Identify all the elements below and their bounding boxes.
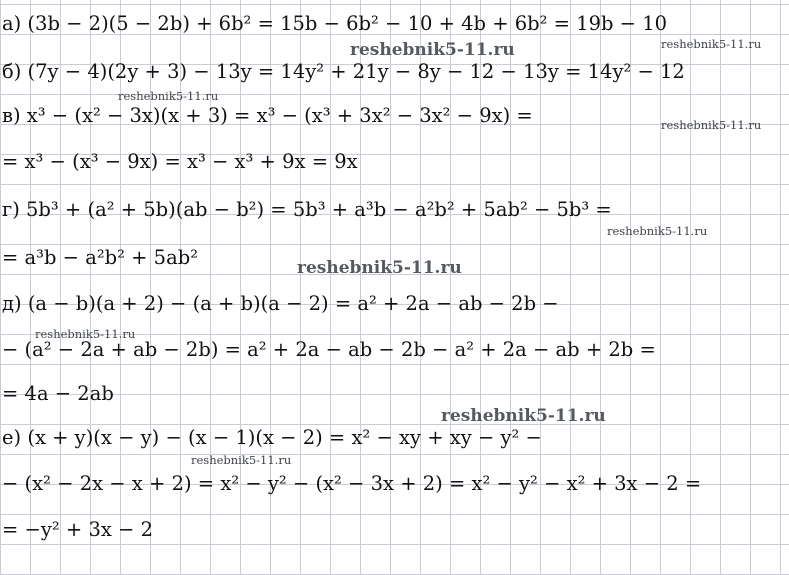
watermark: reshebnik5-11.ru	[297, 258, 462, 278]
watermark: reshebnik5-11.ru	[441, 406, 606, 426]
solution-v-line-2: = x³ − (x³ − 9x) = x³ − x³ + 9x = 9x	[2, 150, 358, 173]
solution-d-line-2: − (a² − 2a + ab − 2b) = a² + 2a − ab − 2b − a² + 2a − ab + 2b =	[2, 338, 656, 361]
solution-g-line-1: г) 5b³ + (a² + 5b)(ab − b²) = 5b³ + a³b − a²b² + 5ab² − 5b³ =	[2, 198, 612, 221]
solution-d-line-3: = 4a − 2ab	[2, 382, 114, 405]
watermark: reshebnik5-11.ru	[661, 118, 762, 132]
watermark: reshebnik5-11.ru	[118, 89, 219, 103]
solution-e-line-1: е) (x + y)(x − y) − (x − 1)(x − 2) = x² − xy + xy − y² −	[2, 426, 542, 449]
watermark: reshebnik5-11.ru	[191, 453, 292, 467]
solution-e-line-3: = −y² + 3x − 2	[2, 518, 153, 541]
watermark: reshebnik5-11.ru	[607, 224, 708, 238]
solution-b-line-1: б) (7y − 4)(2y + 3) − 13y = 14y² + 21y − 8y − 12 − 13y = 14y² − 12	[2, 60, 685, 83]
solution-a-line-1: а) (3b − 2)(5 − 2b) + 6b² = 15b − 6b² − 10 + 4b + 6b² = 19b − 10	[2, 12, 668, 35]
solution-v-line-1: в) x³ − (x² − 3x)(x + 3) = x³ − (x³ + 3x² − 3x² − 9x) =	[2, 104, 533, 127]
watermark: reshebnik5-11.ru	[350, 40, 515, 60]
solution-d-line-1: д) (a − b)(a + 2) − (a + b)(a − 2) = a² + 2a − ab − 2b −	[2, 292, 559, 315]
watermark: reshebnik5-11.ru	[661, 37, 762, 51]
solution-e-line-2: − (x² − 2x − x + 2) = x² − y² − (x² − 3x + 2) = x² − y² − x² + 3x − 2 =	[2, 472, 702, 495]
watermark: reshebnik5-11.ru	[35, 327, 136, 341]
solution-g-line-2: = a³b − a²b² + 5ab²	[2, 246, 199, 269]
